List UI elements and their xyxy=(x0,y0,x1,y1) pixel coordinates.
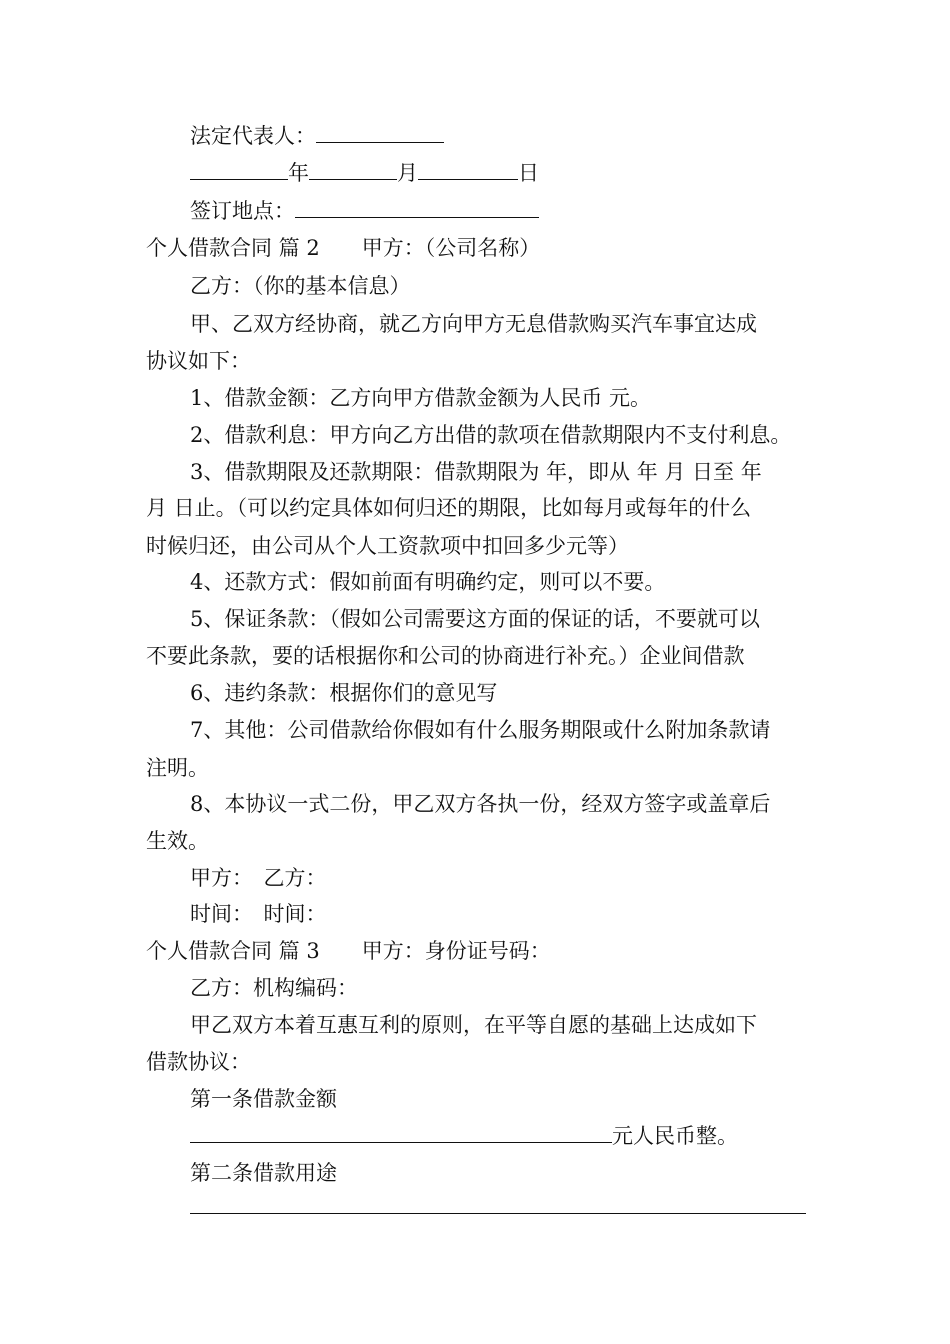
paragraph-line: 乙方：（你的基本信息） xyxy=(190,274,411,298)
day-blank[interactable] xyxy=(418,159,518,180)
paragraph-line: 甲乙双方本着互惠互利的原则，在平等自愿的基础上达成如下 xyxy=(190,1013,757,1037)
paragraph-line: 月 日止。（可以约定具体如何归还的期限，比如每月或每年的什么 xyxy=(146,496,752,520)
signature-parties-line: 甲方： 乙方： xyxy=(190,866,327,890)
paragraph-line: 时候归还，由公司从个人工资款项中扣回多少元等） xyxy=(146,534,629,558)
paragraph-line: 甲、乙双方经协商，就乙方向甲方无息借款购买汽车事宜达成 xyxy=(190,312,757,336)
year-label: 年 xyxy=(288,161,309,185)
loan-amount-blank[interactable] xyxy=(190,1122,612,1143)
paragraph-line: 1、借款金额：乙方向甲方借款金额为人民币 元。 xyxy=(190,386,652,410)
legal-representative-blank[interactable] xyxy=(316,122,444,143)
paragraph-line: 7、其他：公司借款给你假如有什么服务期限或什么附加条款请 xyxy=(190,718,771,742)
section-3-heading xyxy=(146,937,551,965)
legal-representative-label: 法定代表人： xyxy=(190,124,316,148)
date-line xyxy=(190,159,539,187)
article-2-heading: 第二条借款用途 xyxy=(190,1161,337,1185)
loan-amount-unit: 元人民币整。 xyxy=(612,1124,738,1148)
year-blank[interactable] xyxy=(190,159,288,180)
paragraph-line: 生效。 xyxy=(146,829,209,853)
section-2-party-a: 甲方：（公司名称） xyxy=(361,236,541,260)
signing-place-label: 签订地点： xyxy=(190,199,295,223)
signature-time-line: 时间： 时间： xyxy=(190,902,327,926)
loan-amount-line xyxy=(190,1122,738,1150)
loan-purpose-line xyxy=(190,1193,806,1221)
section-3-title: 个人借款合同 篇 3 xyxy=(146,939,320,963)
paragraph-line: 8、本协议一式二份，甲乙双方各执一份，经双方签字或盖章后 xyxy=(190,792,771,816)
month-label: 月 xyxy=(397,161,418,185)
section-3-party-a: 甲方：身份证号码： xyxy=(361,939,551,963)
paragraph-line: 不要此条款，要的话根据你和公司的协商进行补充。）企业间借款 xyxy=(146,644,745,668)
paragraph-line: 乙方：机构编码： xyxy=(190,976,358,1000)
paragraph-line: 4、还款方式：假如前面有明确约定，则可以不要。 xyxy=(190,570,666,594)
loan-purpose-blank[interactable] xyxy=(190,1193,806,1214)
paragraph-line: 6、违约条款：根据你们的意见写 xyxy=(190,681,498,705)
paragraph-line: 3、借款期限及还款期限：借款期限为 年，即从 年 月 日至 年 xyxy=(190,460,762,484)
signing-place-line xyxy=(190,197,539,225)
legal-representative-line xyxy=(190,122,444,150)
paragraph-line: 协议如下： xyxy=(146,349,251,373)
month-blank[interactable] xyxy=(309,159,397,180)
signing-place-blank[interactable] xyxy=(295,197,539,218)
paragraph-line: 2、借款利息：甲方向乙方出借的款项在借款期限内不支付利息。 xyxy=(190,423,792,447)
article-1-heading: 第一条借款金额 xyxy=(190,1087,337,1111)
day-label: 日 xyxy=(518,161,539,185)
paragraph-line: 5、保证条款：（假如公司需要这方面的保证的话，不要就可以 xyxy=(190,607,760,631)
paragraph-line: 注明。 xyxy=(146,756,209,780)
section-2-title: 个人借款合同 篇 2 xyxy=(146,236,320,260)
section-2-heading xyxy=(146,234,540,262)
paragraph-line: 借款协议： xyxy=(146,1050,251,1074)
